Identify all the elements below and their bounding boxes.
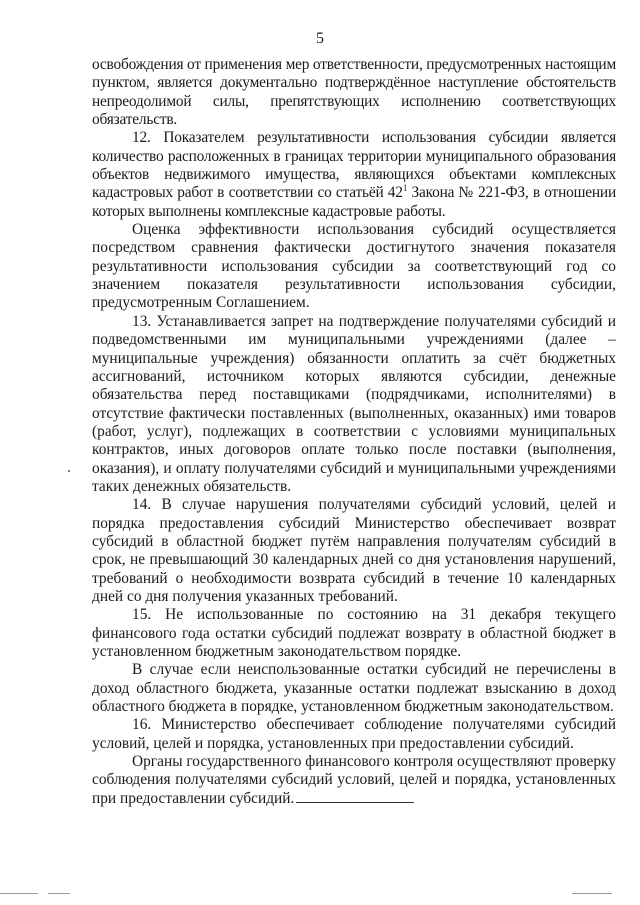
paragraph-item-15: 15. Не использованные по состоянию на 31 декабря текущего финансового года остатки субсидий подлежат возврату в областной бюджет в установленном бюджетным законодательством порядке. <box>92 606 616 660</box>
paragraph-remainder-recovery: В случае если неиспользованные остатки субсидий не перечислены в доход областного бюджета, указанные остатки подлежат взысканию в доход областного бюджета в порядке, установленном бюджетным законодательством. <box>92 661 616 716</box>
paragraph-evaluation: Оценка эффективности использования субсидий осуществляется посредством сравнения фактически достигнутого значения показателя результативности использования субсидии за соответствующий год со значением показателя результативности использования субсидии, предусмотренным Соглашением. <box>92 221 616 312</box>
paragraph-continuation: освобождения от применения мер ответственности, предусмотренных настоящим пунктом, является документально подтверждённое наступление обстоятельств непреодолимой силы, препятствующих исполнению соответствующих обязательств. <box>92 56 616 129</box>
paragraph-item-14: 14. В случае нарушения получателями субсидий условий, целей и порядка предоставления субсидий Министерство обеспечивает возврат субсидий в областной бюджет путём направления получателям субсидий в срок, не превышающий 30 календарных дней со дня установления нарушений, требований о необходимости возврата субсидий в течение 10 календарных дней со дня получения указанных требований. <box>92 496 616 605</box>
paragraph-financial-control: Органы государственного финансового контроля осуществляют проверку соблюдения получателями субсидий условий, целей и порядка, установленных при предоставлении субсидий. <box>92 753 617 807</box>
paragraph-item-16: 16. Министерство обеспечивает соблюдение получателями субсидий условий, целей и порядка, установленных при предоставлении субсидий. <box>92 716 616 752</box>
paragraph-item-12-text-end: Закона № 221-ФЗ, в отношении которых выполнены комплексные кадастровые работы. <box>92 184 617 220</box>
scan-edge-artifact <box>0 893 640 897</box>
paragraph-item-13: 13. Устанавливается запрет на подтверждение получателями субсидий и подведомственными им муниципальными учреждениями (далее – муниципальные учреждения) обязанности оплатить за счёт бюджетных ассигнований, источником которых являются субсидии, денежные обязательства перед поставщиками (подрядчиками, исполнителями) в отсутствие фактически поставленных (выполненных, оказанных) ими товаров (работ, услуг), подлежащих в соответствии с условиями муниципальных контрактов, иных договоров оплате только после поставки (выполнения, оказания), и оплату получателями субсидий и муниципальными учреждениями таких денежных обязательств. <box>92 312 616 495</box>
page-number: 5 <box>316 30 324 47</box>
end-divider-line <box>296 802 414 803</box>
paragraph-item-12-text: 12. Показателем результативности использования субсидии является количество расположенных в границах территории муниципального образования объектов недвижимого имущества, являющихся объектами комплексных кадастровых работ в соответствии со статьёй 42 <box>92 129 616 202</box>
article-superscript: 1 <box>402 183 408 194</box>
document-body <box>92 56 616 808</box>
paragraph-item-12 <box>92 129 616 221</box>
margin-dot <box>68 470 70 472</box>
